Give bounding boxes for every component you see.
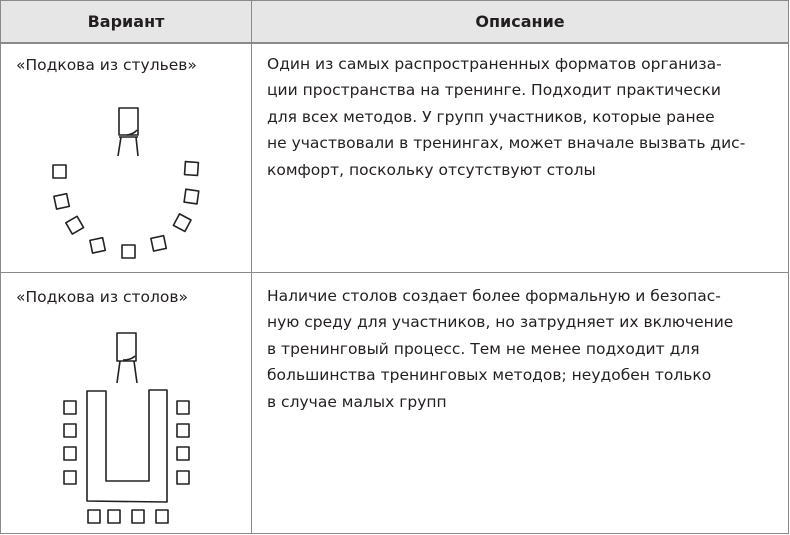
header-description: Описание [475, 12, 565, 31]
table-header [1, 1, 788, 44]
header-variant: Вариант [87, 12, 165, 31]
flipchart-icon [117, 333, 137, 383]
row-divider [1, 272, 788, 273]
horseshoe-of-tables-diagram [1, 331, 251, 531]
description-text: Наличие столов создает более формальную и безопас- ную среду для участников, но затрудняет их включение в тренинговый процесс. Тем не менее подходит для большинства тренинговых методов; неудобен только в случае малых групп [267, 287, 734, 411]
column-divider [251, 1, 252, 533]
variant-label: «Подкова из столов» [16, 288, 189, 306]
horseshoe-of-chairs-diagram [1, 91, 251, 271]
chair-icons [64, 401, 189, 523]
chair-icons [53, 162, 199, 258]
description-text: Один из самых распространенных форматов организа- ции пространства на тренинге. Подходит практически для всех методов. У групп участников, которые ранее не участвовали в тренингах, может вначале вызвать дис- комфорт, поскольку отсутствуют столы [267, 55, 746, 179]
flipchart-icon [118, 108, 138, 156]
variant-label: «Подкова из стульев» [16, 56, 197, 74]
u-table-icon [87, 390, 167, 502]
